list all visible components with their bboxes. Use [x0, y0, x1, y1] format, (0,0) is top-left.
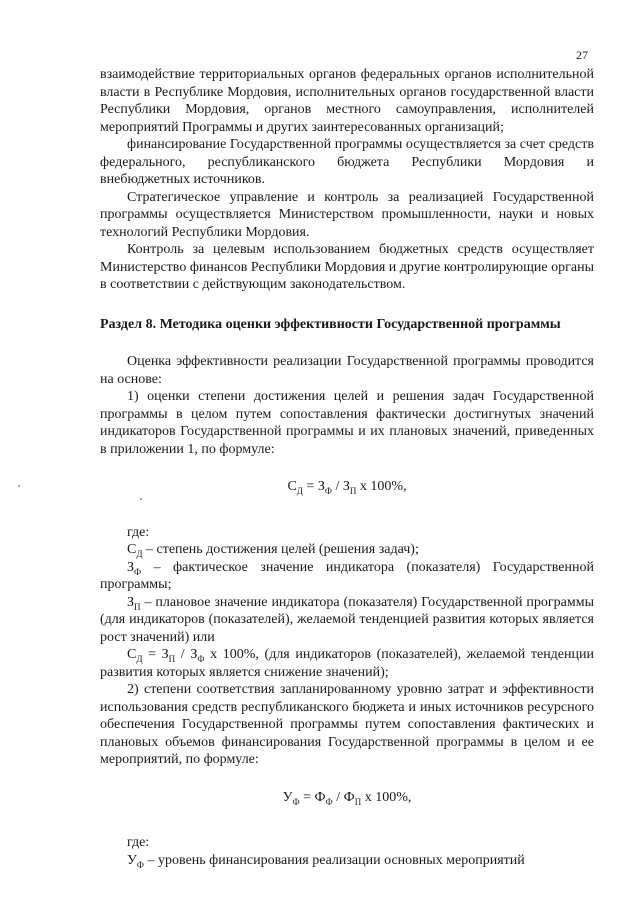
formula-uf: $У_Ф = Ф_Ф / Ф_П$ х 100%, — [282, 789, 412, 807]
definition: $З_П$ – плановое значение индикатора (показателя) Государственной программы (для индикаторов (показателей), желаемой тенденцией развития которых является рост значений) или — [100, 594, 594, 645]
paragraph: Контроль за целевым использованием бюджетных средств осуществляет Министерство финансов Республики Мордовия и другие контролирующие органы в соответствии с действующим законодательством. — [100, 242, 594, 292]
paragraph: Стратегическое управление и контроль за реализацией Государственной программы осуществляется Министерством промышленности, науки и новых технологий Республики Мордовия. — [100, 189, 594, 240]
paragraph: 2) степени соответствия запланированному уровню затрат и эффективности использования средств республиканского бюджета и иных источников ресурсного обеспечения Государственной программы путем сопоставления фактических и плановых объемов финансирования Государственной программы в целом и ее мероприятий, по формуле: — [100, 682, 594, 767]
scan-speck — [18, 485, 20, 487]
page-number: 27 — [576, 48, 588, 62]
definition: $С_Д$ – степень достижения целей (решения задач); — [127, 542, 419, 559]
section-heading: Раздел 8. Методика оценки эффективности Государственной программы — [100, 316, 561, 332]
scan-speck — [140, 498, 142, 500]
definition: $З_Ф$ – фактическое значение индикатора (показателя) Государственной программы; — [100, 559, 594, 592]
document-body — [100, 66, 594, 869]
alt-formula: $С_Д = З_П / З_Ф$ х 100%, (для индикаторов (показателей), желаемой тенденции развития которых является снижение значений); — [100, 647, 594, 680]
where-label: где: — [127, 835, 150, 850]
formula-cd: $С_Д = З_Ф / З_П$ х 100%, — [287, 479, 407, 496]
paragraph: Оценка эффективности реализации Государственной программы проводится на основе: — [100, 354, 594, 387]
paragraph: взаимодействие территориальных органов федеральных органов исполнительной власти в Республике Мордовия, исполнительных органов государственной власти Республики Мордовия, органов местного самоуправления, исполнителей мероприятий Программы и других заинтересованных организаций; — [100, 67, 594, 135]
where-label: где: — [127, 524, 150, 540]
paragraph: 1) оценки степени достижения целей и решения задач Государственной программы в целом путем сопоставления фактически достигнутых значений индикаторов Государственной программы и их плановых значений, приведенных в приложении 1, по формуле: — [100, 389, 594, 457]
definition: $У_Ф$ – уровень финансирования реализации основных мероприятий — [127, 852, 525, 870]
paragraph: финансирование Государственной программы осуществляется за счет средств федерального, республиканского бюджета Республики Мордовия и внебюджетных источников. — [100, 137, 594, 187]
